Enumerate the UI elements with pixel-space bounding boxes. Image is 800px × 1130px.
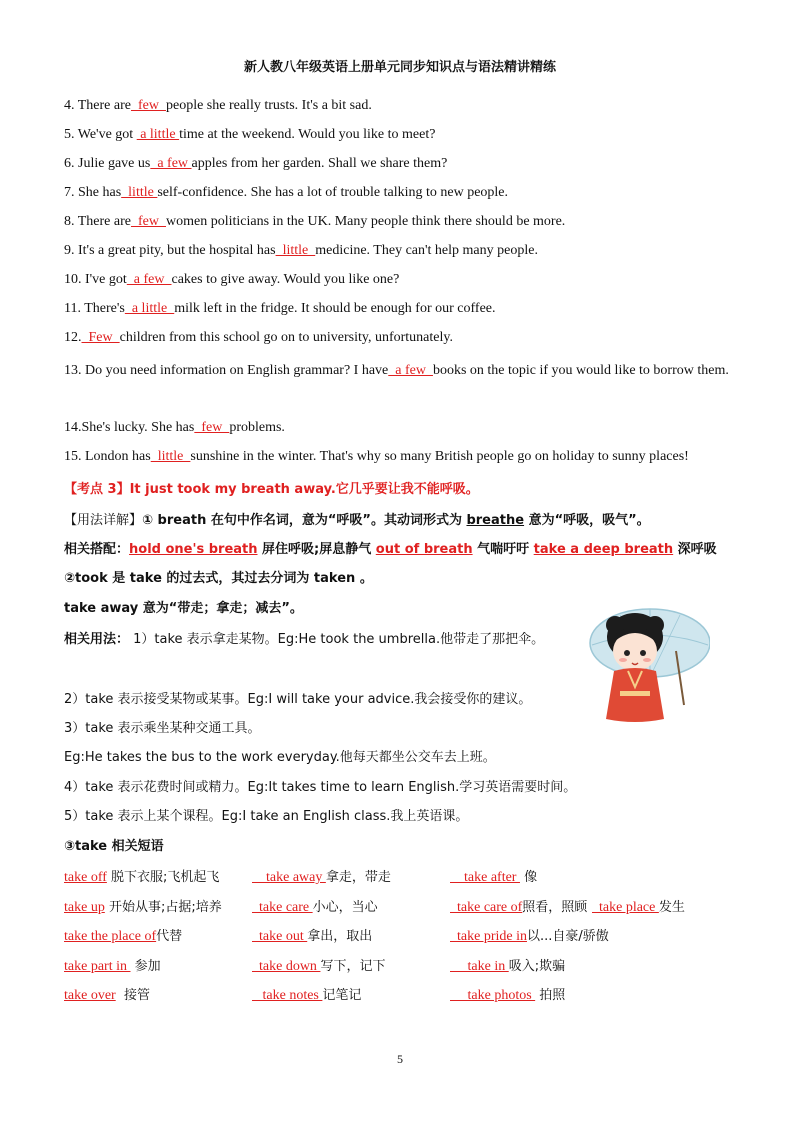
kaodian-heading: 【考点 3】It just took my breath away.它几乎要让我不能呼吸。: [64, 482, 479, 497]
phrase-item: [252, 925, 372, 945]
phrase-meaning: 参加: [130, 959, 161, 974]
takeaway-line: take away 意为“带走；拿走；减去”。: [64, 601, 303, 616]
phrase-term: take notes: [252, 988, 323, 1003]
page-number: 5: [397, 1052, 403, 1066]
phrase-meaning: 代替: [156, 929, 183, 944]
phrases-title: ③take 相关短语: [64, 839, 164, 854]
exercise-remainder: people she really trusts. It's a bit sad.: [165, 98, 372, 113]
phrase-meaning: 以...自豪/骄傲: [526, 929, 609, 944]
breathe-word: breathe: [466, 513, 525, 528]
exercise-prompt: 15. London has: [64, 449, 151, 464]
exercise-line: [64, 127, 736, 143]
exercise-remainder: cakes to give away. Would you like one?: [171, 272, 400, 287]
exercise-remainder: milk left in the fridge. It should be enough for our coffee.: [174, 301, 496, 316]
exercise-remainder: apples from her garden. Shall we share them?: [191, 156, 448, 171]
phrase-item: [450, 984, 565, 1004]
exercise-answer-blank: a little: [136, 127, 180, 142]
usage-prefix: 【用法详解】: [64, 513, 143, 528]
phrase-meaning: 脱下衣服;飞机起飞: [106, 870, 220, 885]
phrase-term: take place: [592, 900, 659, 915]
exercise-answer-blank: Few: [81, 330, 120, 345]
related-usage-4: 4）take 表示花费时间或精力。Eg:It takes time to learn English.学习英语需要时间。: [64, 780, 577, 795]
exercise-line: [64, 243, 736, 259]
exercise-line: [64, 355, 736, 386]
girl-with-umbrella-illustration: [580, 595, 710, 725]
exercise-prompt: 14.She's lucky. She has: [64, 420, 195, 435]
exercise-remainder: children from this school go on to university, unfortunately.: [119, 330, 453, 345]
phrase-item: [252, 896, 378, 916]
exercise-prompt: 4. There are: [64, 98, 131, 113]
usage-line: [64, 509, 736, 528]
phrase-term: take part in: [64, 959, 131, 974]
phrase-term: take after: [450, 870, 520, 885]
exercise-prompt: 9. It's a great pity, but the hospital has: [64, 243, 276, 258]
phrase-term: take out: [252, 929, 308, 944]
usage-text-1: ① breath 在句中作名词，意为“呼吸”。其动词形式为: [142, 513, 467, 528]
phrase-term: take photos: [450, 988, 536, 1003]
exercise-prompt: 8. There are: [64, 214, 131, 229]
related-usage-1: [64, 624, 564, 655]
phrase-meaning: 拿走，带走: [325, 870, 391, 885]
phrase-meaning: 接管: [115, 988, 150, 1003]
exercise-answer-blank: few: [130, 98, 166, 113]
phrase-meaning: 像: [519, 870, 538, 885]
exercise-prompt: 6. Julie gave us: [64, 156, 151, 171]
exercise-line: [64, 420, 736, 436]
phrase-meaning: 拿出，取出: [307, 929, 373, 944]
phrase-item: [450, 955, 565, 975]
phrase-meaning: 小心，当心: [312, 900, 378, 915]
exercise-answer-blank: few: [194, 420, 230, 435]
phrase-term: take over: [64, 988, 116, 1003]
phrase-term: take pride in: [450, 929, 527, 944]
exercise-answer-blank: little: [275, 243, 316, 258]
phrase-term: take away: [252, 870, 326, 885]
page-header: 新人教八年级英语上册单元同步知识点与语法精讲精练: [243, 60, 556, 75]
exercise-remainder: women politicians in the UK. Many people think there should be more.: [165, 214, 566, 229]
exercise-line: [64, 98, 736, 114]
collocation-phrase-1: hold one's breath: [129, 542, 258, 557]
collocation-meaning-1: 屏住呼吸;屏息静气: [257, 542, 376, 557]
exercise-remainder: medicine. They can't help many people.: [315, 243, 538, 258]
exercise-answer-blank: a little: [124, 301, 175, 316]
exercise-answer-blank: a few: [126, 272, 172, 287]
exercise-remainder: time at the weekend. Would you like to meet?: [179, 127, 436, 142]
phrase-item: [252, 955, 385, 975]
phrase-meaning: 记笔记: [322, 988, 362, 1003]
exercise-prompt: 13. Do you need information on English grammar? I have: [64, 363, 389, 378]
related-usage-3: 3）take 表示乘坐某种交通工具。: [64, 721, 261, 736]
phrase-meaning: 照看，照顾: [522, 900, 588, 915]
phrase-item: [64, 984, 150, 1004]
phrase-item: [252, 984, 361, 1004]
phrase-term: take in: [450, 959, 509, 974]
phrase-meaning: 拍照: [535, 988, 566, 1003]
usage-text-2: 意为“呼吸，吸气”。: [524, 513, 650, 528]
exercise-line: [64, 156, 736, 172]
exercise-prompt: 11. There's: [64, 301, 125, 316]
collocation-meaning-2: 气喘吁吁: [472, 542, 534, 557]
phrase-term: take up: [64, 900, 105, 915]
phrase-item: [252, 866, 391, 886]
phrase-term: take down: [252, 959, 321, 974]
exercise-prompt: 10. I've got: [64, 272, 127, 287]
exercise-line: [64, 214, 736, 230]
exercise-prompt: 12.: [64, 330, 82, 345]
phrase-item: [64, 955, 161, 975]
exercise-answer-blank: few: [130, 214, 166, 229]
phrase-term: take care of: [450, 900, 523, 915]
related-usage-5: 5）take 表示上某个课程。Eg:I take an English class.我上英语课。: [64, 809, 469, 824]
exercise-answer-blank: little: [150, 449, 191, 464]
exercise-remainder: sunshine in the winter. That's why so many British people go on holiday to sunny places!: [190, 449, 689, 464]
phrase-item: [64, 866, 219, 886]
exercise-remainder: books on the topic if you would like to borrow them.: [432, 363, 729, 378]
collocation-label: 相关搭配：: [64, 542, 130, 557]
phrase-item: [64, 925, 182, 945]
exercise-answer-blank: a few: [150, 156, 192, 171]
phrase-term: take the place of: [64, 929, 157, 944]
exercise-remainder: problems.: [229, 420, 285, 435]
phrase-meaning: 写下，记下: [320, 959, 386, 974]
related-usage-2: 2）take 表示接受某物或某事。Eg:I will take your advice.我会接受你的建议。: [64, 692, 532, 707]
took-line: ②took 是 take 的过去式，其过去分词为 taken 。: [64, 571, 373, 586]
exercise-answer-blank: a few: [388, 363, 433, 378]
phrase-item: [592, 896, 685, 916]
exercise-line: [64, 449, 736, 465]
phrase-item: [450, 925, 609, 945]
exercise-line: [64, 272, 736, 288]
exercise-line: [64, 301, 736, 317]
exercise-line: [64, 330, 736, 346]
related-usage-3-example: Eg:He takes the bus to the work everyday.他每天都坐公交车去上班。: [64, 750, 496, 765]
collocation-phrase-2: out of breath: [375, 542, 473, 557]
phrase-meaning: 发生: [658, 900, 685, 915]
exercise-line: [64, 185, 736, 201]
phrase-term: take care: [252, 900, 313, 915]
exercise-prompt: 5. We've got: [64, 127, 137, 142]
phrase-item: [450, 866, 537, 886]
exercise-prompt: 7. She has: [64, 185, 122, 200]
exercise-remainder: self-confidence. She has a lot of trouble talking to new people.: [157, 185, 509, 200]
collocation-meaning-3: 深呼吸: [673, 542, 717, 557]
phrase-item: [450, 896, 587, 916]
phrase-item: [64, 896, 222, 916]
related-usage-label: 相关用法：: [64, 632, 130, 647]
collocation-phrase-3: take a deep breath: [533, 542, 674, 557]
phrase-meaning: 开始从事;占据;培养: [104, 900, 222, 915]
exercise-answer-blank: little: [121, 185, 158, 200]
related-usage-text-1: 1）take 表示拿走某物。Eg:He took the umbrella.他带走了那把伞。: [129, 632, 545, 647]
phrase-meaning: 吸入;欺骗: [508, 959, 566, 974]
phrase-term: take off: [64, 870, 107, 885]
collocation-line: [64, 538, 736, 557]
